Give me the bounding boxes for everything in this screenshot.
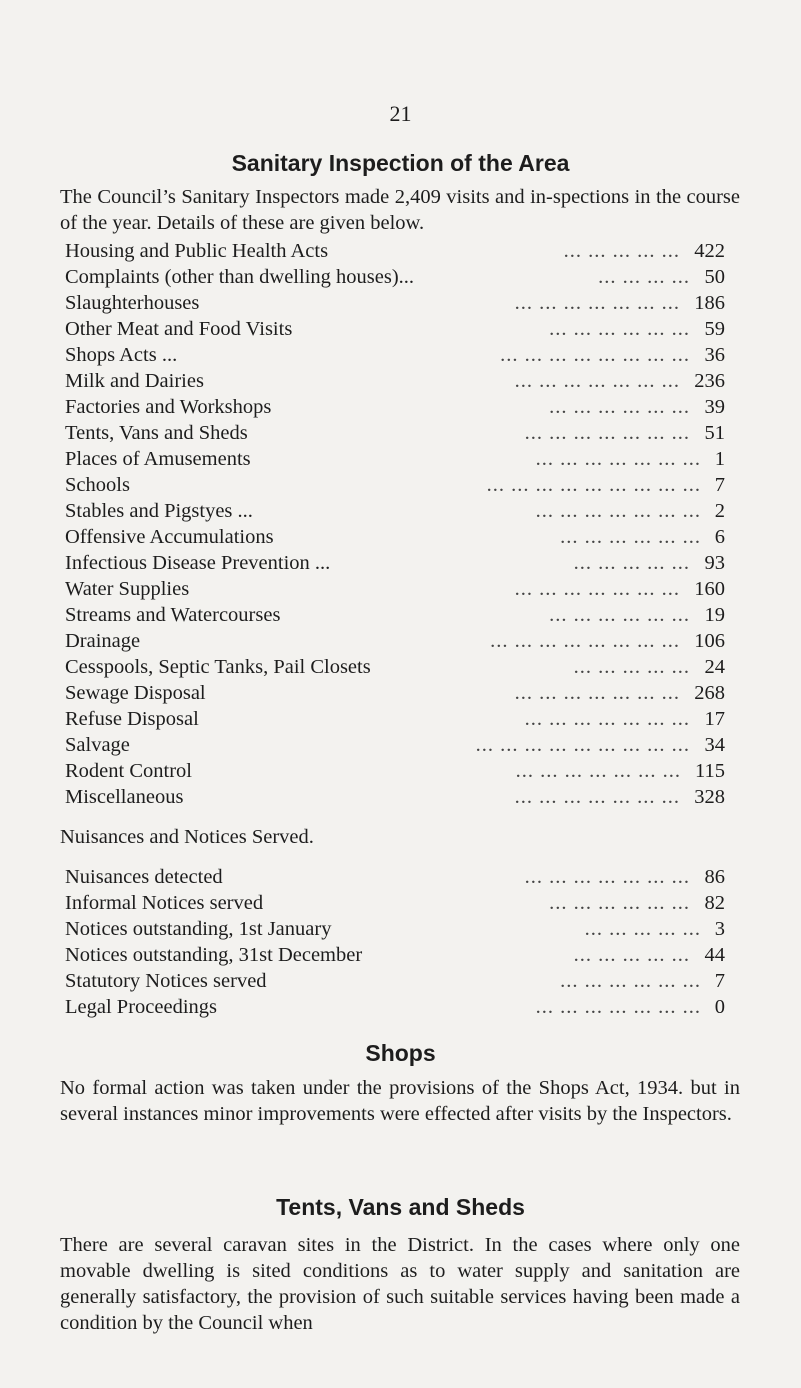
- list-item: [65, 316, 725, 342]
- list-item: [65, 446, 725, 472]
- item-value: 36: [704, 344, 725, 366]
- item-label: Refuse Disposal: [65, 708, 199, 730]
- item-value: 2: [714, 500, 725, 522]
- list-item: [65, 968, 725, 994]
- list-item: [65, 994, 725, 1020]
- list-item: [65, 576, 725, 602]
- leader-dots: ... ... ... ...: [598, 266, 690, 288]
- leader-dots: ... ... ... ... ... ... ...: [515, 760, 681, 782]
- item-label: Legal Proceedings: [65, 996, 217, 1018]
- item-value: 186: [694, 292, 725, 314]
- item-label: Water Supplies: [65, 578, 190, 600]
- leader-dots: ... ... ... ... ... ... ...: [524, 708, 690, 730]
- list-item: [65, 758, 725, 784]
- item-value: 82: [704, 892, 725, 914]
- list-item: [65, 472, 725, 498]
- leader-dots: ... ... ... ... ... ... ... ...: [500, 344, 690, 366]
- list-item: [65, 784, 725, 810]
- item-label: Slaughterhouses: [65, 292, 200, 314]
- nuisances-list: [65, 864, 725, 1020]
- shops-heading: Shops: [365, 1040, 436, 1066]
- list-item: [65, 680, 725, 706]
- list-item: [65, 550, 725, 576]
- page-number: 21: [389, 101, 412, 126]
- item-value: 17: [704, 708, 725, 730]
- item-label: Milk and Dairies: [65, 370, 204, 392]
- item-label: Infectious Disease Prevention ...: [65, 552, 331, 574]
- list-item: [65, 916, 725, 942]
- leader-dots: ... ... ... ... ... ...: [549, 892, 690, 914]
- list-item: [65, 342, 725, 368]
- leader-dots: ... ... ... ... ... ...: [549, 318, 690, 340]
- leader-dots: ... ... ... ... ... ... ...: [514, 292, 680, 314]
- leader-dots: ... ... ... ... ...: [573, 656, 690, 678]
- leader-dots: ... ... ... ... ...: [584, 918, 701, 940]
- list-item: [65, 942, 725, 968]
- item-label: Complaints (other than dwelling houses)...: [65, 266, 415, 288]
- item-value: 115: [695, 760, 725, 782]
- item-value: 24: [704, 656, 725, 678]
- list-item: [65, 732, 725, 758]
- item-value: 236: [694, 370, 725, 392]
- leader-dots: ... ... ... ... ... ... ...: [514, 370, 680, 392]
- item-label: Nuisances detected: [65, 866, 223, 888]
- item-label: Schools: [65, 474, 130, 496]
- list-item: [65, 524, 725, 550]
- list-item: [65, 706, 725, 732]
- leader-dots: ... ... ... ... ... ... ...: [535, 500, 701, 522]
- leader-dots: ... ... ... ... ...: [563, 240, 680, 262]
- leader-dots: ... ... ... ... ... ...: [560, 526, 701, 548]
- list-item: [65, 238, 725, 264]
- item-label: Other Meat and Food Visits: [65, 318, 293, 340]
- list-item: [65, 394, 725, 420]
- leader-dots: ... ... ... ... ...: [573, 944, 690, 966]
- item-label: Cesspools, Septic Tanks, Pail Closets: [65, 656, 371, 678]
- item-label: Tents, Vans and Sheds: [65, 422, 248, 444]
- item-label: Drainage: [65, 630, 141, 652]
- item-value: 39: [704, 396, 725, 418]
- item-label: Notices outstanding, 31st December: [65, 944, 363, 966]
- list-item: [65, 890, 725, 916]
- item-value: 7: [714, 474, 725, 496]
- item-label: Places of Amusements: [65, 448, 251, 470]
- list-item: [65, 420, 725, 446]
- item-label: Offensive Accumulations: [65, 526, 274, 548]
- item-value: 44: [704, 944, 725, 966]
- nuisances-heading: Nuisances and Notices Served.: [60, 826, 314, 848]
- leader-dots: ... ... ... ... ... ... ...: [524, 422, 690, 444]
- item-label: Notices outstanding, 1st January: [65, 918, 332, 940]
- list-item: [65, 264, 725, 290]
- item-value: 328: [694, 786, 725, 808]
- leader-dots: ... ... ... ... ... ... ... ...: [490, 630, 680, 652]
- leader-dots: ... ... ... ... ... ... ...: [535, 996, 701, 1018]
- item-value: 93: [704, 552, 725, 574]
- leader-dots: ... ... ... ... ...: [573, 552, 690, 574]
- list-item: [65, 290, 725, 316]
- leader-dots: ... ... ... ... ... ...: [549, 396, 690, 418]
- intro-paragraph: The Council’s Sanitary Inspectors made 2,409 visits and in-spections in the course of the year. Details of these are given below.: [60, 186, 740, 234]
- list-item: [65, 654, 725, 680]
- item-value: 7: [714, 970, 725, 992]
- item-value: 19: [704, 604, 725, 626]
- leader-dots: ... ... ... ... ... ... ...: [514, 578, 680, 600]
- item-value: 50: [704, 266, 725, 288]
- item-value: 3: [714, 918, 725, 940]
- item-value: 268: [694, 682, 725, 704]
- item-label: Factories and Workshops: [65, 396, 272, 418]
- leader-dots: ... ... ... ... ... ... ... ... ...: [475, 734, 690, 756]
- leader-dots: ... ... ... ... ... ... ...: [514, 682, 680, 704]
- shops-paragraph: No formal action was taken under the provisions of the Shops Act, 1934. but in several instances minor improvements were effected after visits by the Inspectors.: [60, 1077, 740, 1125]
- item-label: Streams and Watercourses: [65, 604, 281, 626]
- item-value: 59: [704, 318, 725, 340]
- item-label: Housing and Public Health Acts: [65, 240, 329, 262]
- item-label: Statutory Notices served: [65, 970, 267, 992]
- item-value: 0: [714, 996, 725, 1018]
- leader-dots: ... ... ... ... ... ... ...: [514, 786, 680, 808]
- item-value: 160: [694, 578, 725, 600]
- leader-dots: ... ... ... ... ... ... ...: [535, 448, 701, 470]
- item-value: 1: [714, 448, 725, 470]
- leader-dots: ... ... ... ... ... ... ... ... ...: [486, 474, 701, 496]
- tents-paragraph: There are several caravan sites in the District. In the cases where only one movable dwelling is sited conditions as to water supply and sanitation are generally satisfactory, the provision of such suitable services having been made a condition by the Council when: [60, 1234, 740, 1334]
- list-item: [65, 864, 725, 890]
- item-label: Salvage: [65, 734, 130, 756]
- item-value: 34: [704, 734, 725, 756]
- item-label: Informal Notices served: [65, 892, 264, 914]
- tents-heading: Tents, Vans and Sheds: [276, 1194, 525, 1220]
- item-label: Stables and Pigstyes ...: [65, 500, 253, 522]
- item-value: 106: [694, 630, 725, 652]
- leader-dots: ... ... ... ... ... ...: [549, 604, 690, 626]
- item-label: Miscellaneous: [65, 786, 184, 808]
- item-value: 86: [704, 866, 725, 888]
- leader-dots: ... ... ... ... ... ...: [560, 970, 701, 992]
- inspection-visits-list: [65, 238, 725, 810]
- item-value: 422: [694, 240, 725, 262]
- item-value: 51: [704, 422, 725, 444]
- list-item: [65, 628, 725, 654]
- item-label: Shops Acts ...: [65, 344, 178, 366]
- list-item: [65, 602, 725, 628]
- leader-dots: ... ... ... ... ... ... ...: [524, 866, 690, 888]
- list-item: [65, 368, 725, 394]
- item-label: Rodent Control: [65, 760, 192, 782]
- list-item: [65, 498, 725, 524]
- item-label: Sewage Disposal: [65, 682, 206, 704]
- section-heading-sanitary-inspection: Sanitary Inspection of the Area: [231, 150, 570, 176]
- item-value: 6: [714, 526, 725, 548]
